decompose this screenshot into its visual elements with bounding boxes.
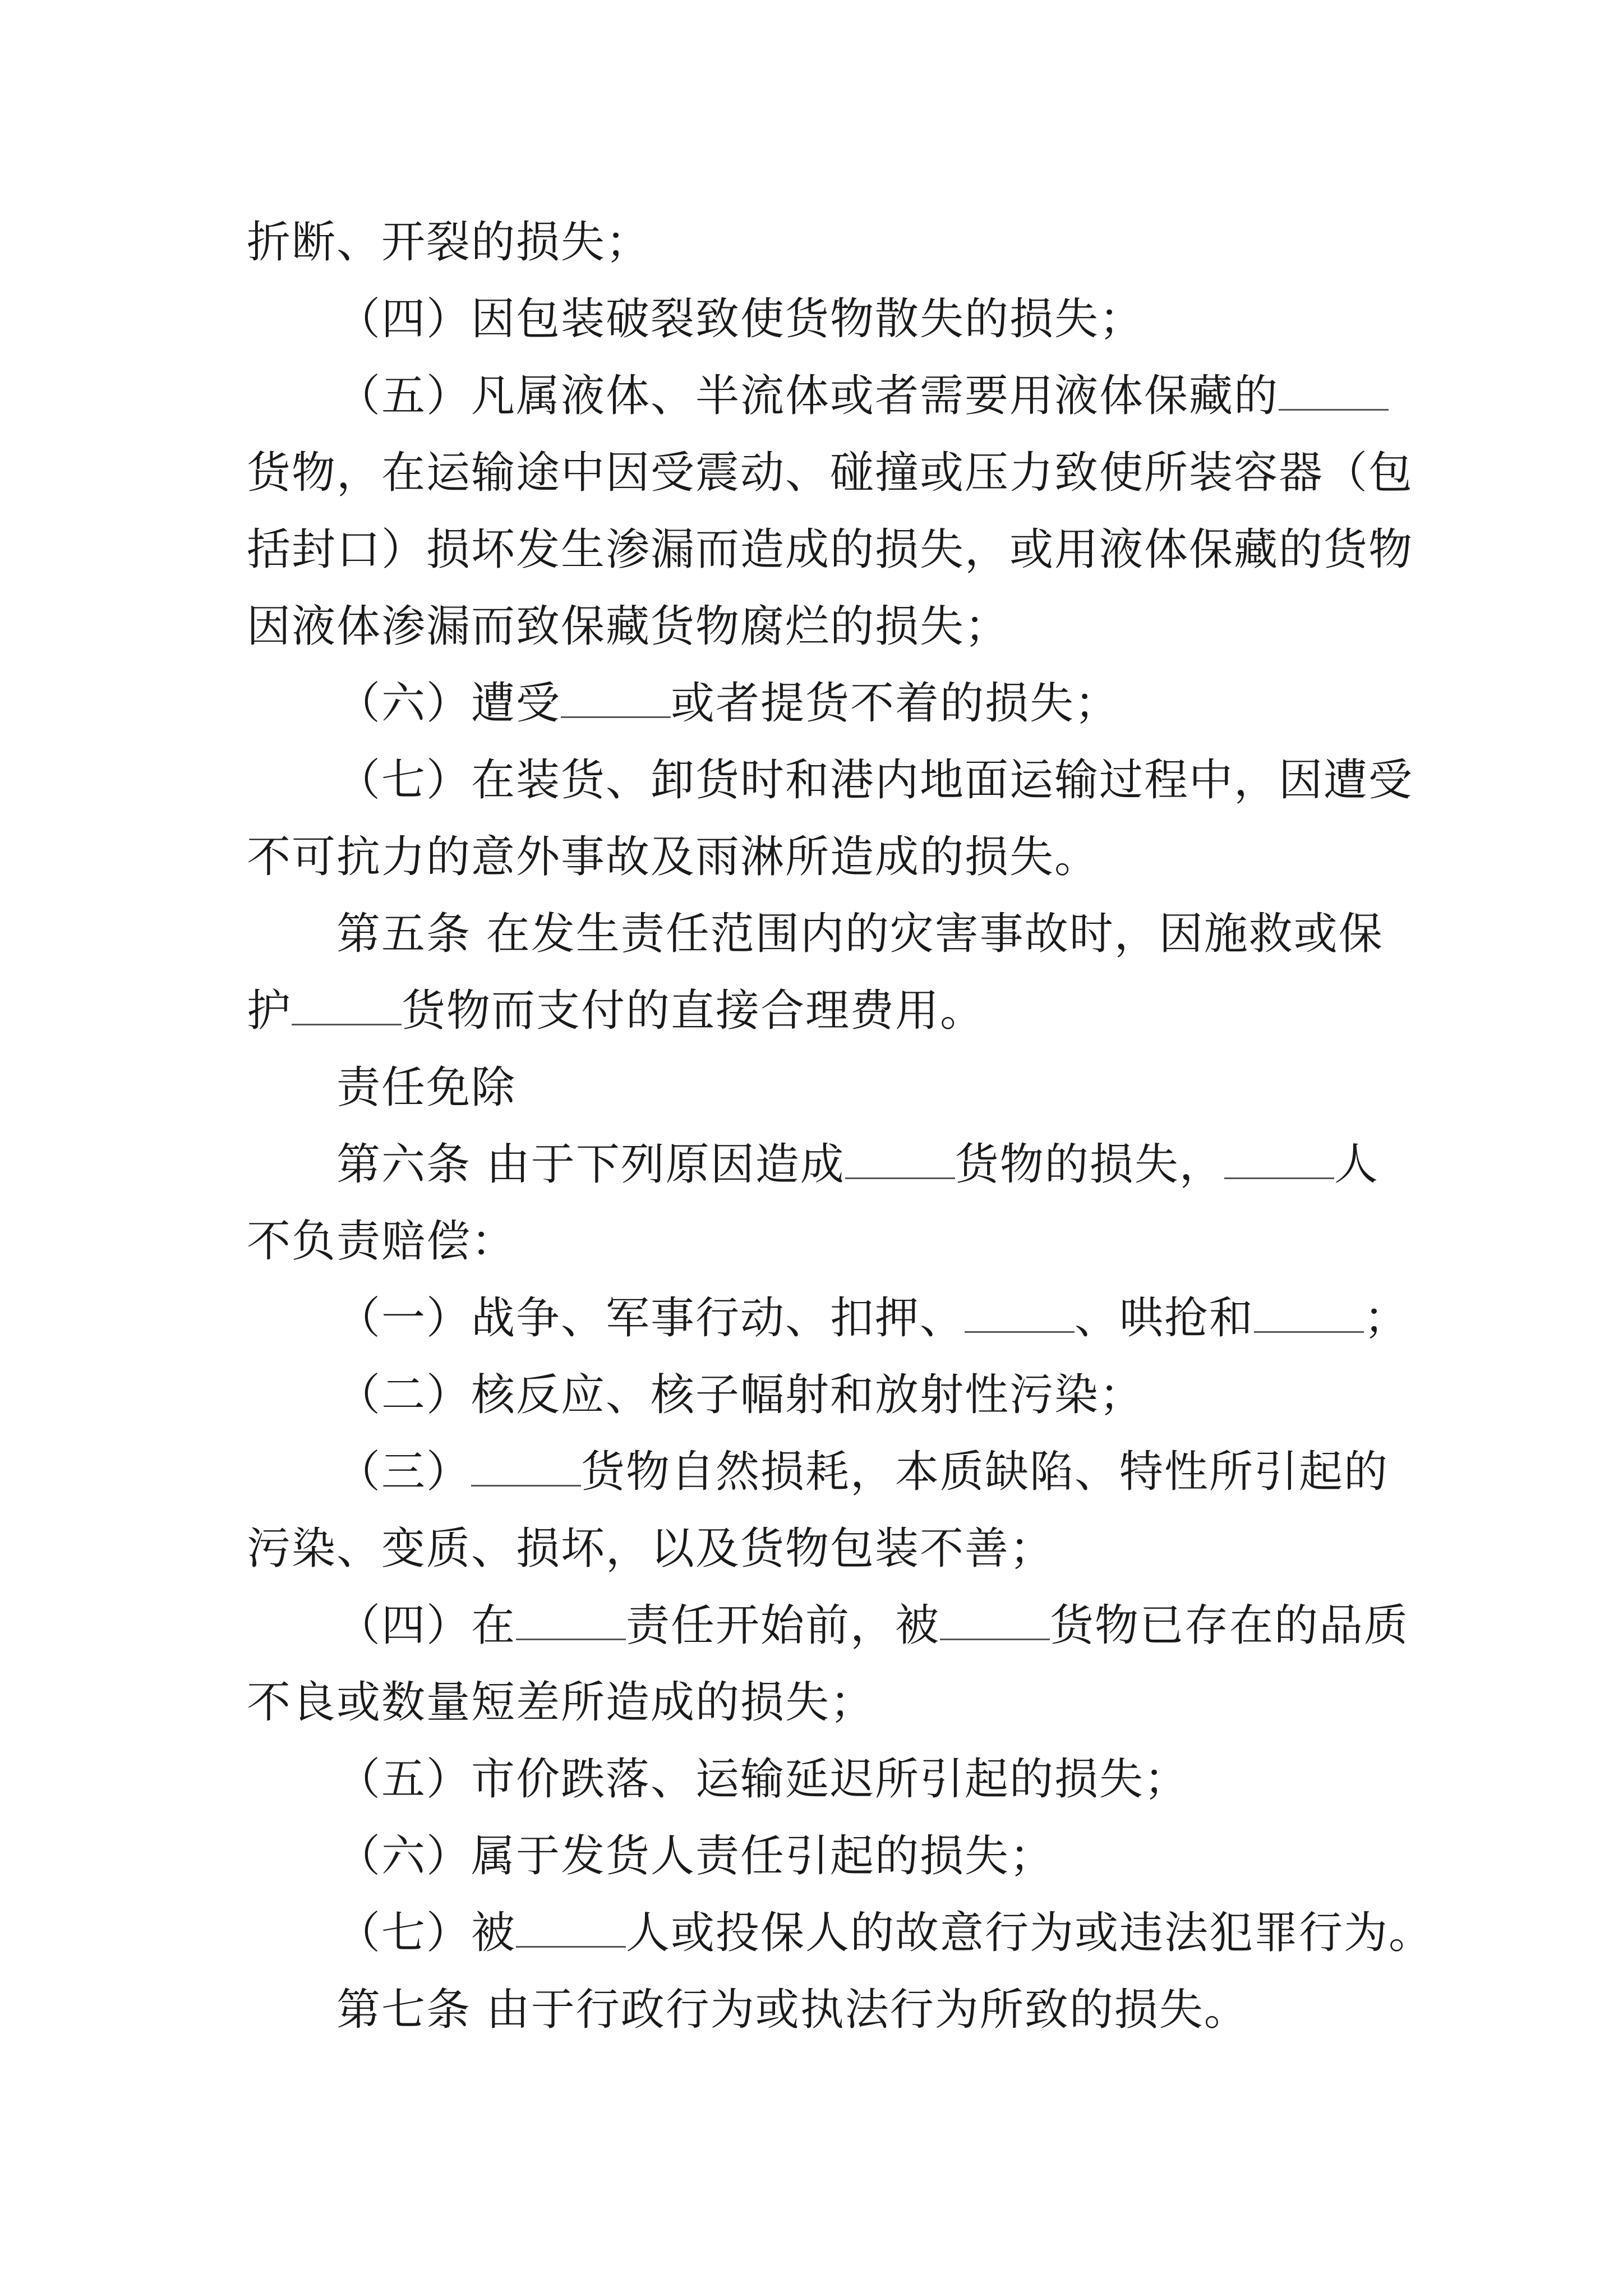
- text-segment: 折断、开裂的损失；: [247, 217, 651, 268]
- paragraph-line: [247, 512, 1414, 588]
- text-segment: （六）属于发货人责任引起的损失；: [336, 1831, 1055, 1881]
- section-heading: [247, 1050, 1391, 1126]
- text-segment: （三）: [336, 1447, 472, 1497]
- text-segment: 人: [1334, 1139, 1379, 1190]
- paragraph-line: [247, 973, 1391, 1050]
- text-segment: 货物已存在的品质: [1050, 1600, 1409, 1651]
- text-segment: 不可抗力的意外事故及雨淋所造成的损失。: [247, 832, 1100, 882]
- text-segment: 、哄抢和: [1075, 1293, 1255, 1343]
- document-body: [247, 204, 1434, 2049]
- paragraph-line: [247, 1818, 1391, 1895]
- text-segment: 护: [247, 986, 292, 1036]
- fill-in-blank: [965, 1297, 1075, 1333]
- text-segment: 不良或数量短差所造成的损失；: [247, 1677, 875, 1728]
- text-segment: 因液体渗漏而致保藏货物腐烂的损失；: [247, 601, 1010, 652]
- text-segment: 或者提货不着的损失；: [671, 678, 1120, 729]
- text-segment: （五）市价跌落、运输延迟所引起的损失；: [336, 1754, 1189, 1805]
- paragraph-line: [247, 819, 1391, 896]
- paragraph-line: [247, 281, 1391, 358]
- text-segment: 污染、变质、损坏，以及货物包装不善；: [247, 1524, 1055, 1574]
- text-segment: 货物的损失，: [955, 1139, 1224, 1190]
- fill-in-blank: [516, 1912, 626, 1948]
- paragraph-line: [247, 1895, 1434, 1972]
- fill-in-blank: [471, 1451, 581, 1487]
- text-segment: 括封口）损坏发生渗漏而造成的损失，或用液体保藏的货物: [247, 524, 1414, 575]
- fill-in-blank: [940, 1605, 1050, 1640]
- paragraph-line: [247, 358, 1391, 435]
- text-segment: 不负责赔偿：: [247, 1216, 517, 1267]
- paragraph-line: [247, 742, 1414, 819]
- paragraph-line: [247, 665, 1391, 742]
- text-segment: （五）凡属液体、半流体或者需要用液体保藏的: [336, 371, 1279, 421]
- paragraph-line: [247, 896, 1391, 973]
- text-segment: ；: [1364, 1293, 1409, 1343]
- text-segment: 第五条 在发生责任范围内的灾害事故时，因施救或保: [336, 909, 1384, 959]
- text-segment: （七）被: [336, 1908, 517, 1958]
- paragraph-line: [247, 1126, 1391, 1203]
- fill-in-blank: [845, 1144, 955, 1179]
- paragraph-line: [247, 1664, 1391, 1741]
- paragraph-line: [247, 588, 1391, 665]
- text-segment: 责任免除: [336, 1062, 517, 1113]
- fill-in-blank: [1279, 375, 1389, 411]
- text-segment: 第六条 由于下列原因造成: [336, 1139, 845, 1190]
- paragraph-line: [247, 1357, 1391, 1434]
- paragraph-line: [247, 435, 1414, 512]
- paragraph-line: [247, 1588, 1409, 1664]
- text-segment: （六）遭受: [336, 678, 561, 729]
- paragraph-line: [247, 1280, 1409, 1357]
- fill-in-blank: [292, 990, 402, 1025]
- text-segment: （四）在: [336, 1600, 517, 1651]
- text-segment: 责任开始前，被: [626, 1600, 940, 1651]
- text-segment: （一）战争、军事行动、扣押、: [336, 1293, 965, 1343]
- text-segment: 货物自然损耗，本质缺陷、特性所引起的: [581, 1447, 1389, 1497]
- text-segment: 人或投保人的故意行为或违法犯罪行为。: [626, 1908, 1434, 1958]
- text-segment: 货物，在运输途中因受震动、碰撞或压力致使所装容器（包: [247, 448, 1414, 498]
- paragraph-line: [247, 204, 1391, 281]
- text-segment: 第七条 由于行政行为或执法行为所致的损失。: [336, 1985, 1249, 2035]
- paragraph-line: [247, 1972, 1391, 2049]
- paragraph-line: [247, 1203, 1391, 1280]
- text-segment: （四）因包装破裂致使货物散失的损失；: [336, 294, 1145, 344]
- fill-in-blank: [1224, 1144, 1334, 1179]
- text-segment: （二）核反应、核子幅射和放射性污染；: [336, 1370, 1145, 1420]
- paragraph-line: [247, 1511, 1391, 1588]
- fill-in-blank: [561, 683, 671, 718]
- fill-in-blank: [1254, 1297, 1364, 1333]
- text-segment: （七）在装货、卸货时和港内地面运输过程中，因遭受: [336, 755, 1414, 806]
- fill-in-blank: [516, 1605, 626, 1640]
- paragraph-line: [247, 1434, 1391, 1511]
- paragraph-line: [247, 1741, 1391, 1818]
- text-segment: 货物而支付的直接合理费用。: [402, 986, 985, 1036]
